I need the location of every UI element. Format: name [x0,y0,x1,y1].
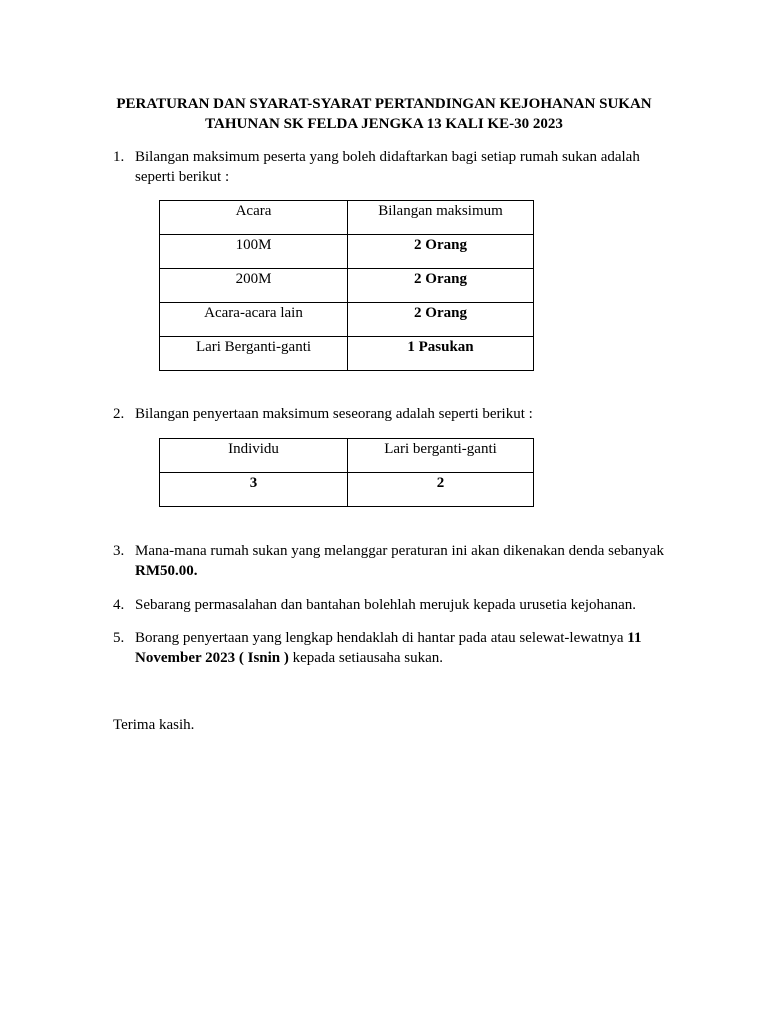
title-line-1: PERATURAN DAN SYARAT-SYARAT PERTANDINGAN KEJOHANAN SUKAN [116,96,652,112]
title-line-2: TAHUNAN SK FELDA JENGKA 13 KALI KE-30 2023 [205,116,563,132]
table-cell: 2 Orang [348,269,534,303]
rule-text [135,628,673,668]
table-cell: 200M [160,269,348,303]
rule-number: 4. [113,597,125,613]
table-row [160,269,534,303]
table-cell: 2 [348,473,534,507]
table-header-cell: Acara [160,201,348,235]
rule-item-1 [113,147,673,187]
rule-number: 3. [113,543,125,559]
rule-item-2 [113,404,673,424]
table-cell: Acara-acara lain [160,303,348,337]
rule-text: Sebarang permasalahan dan bantahan bolehlah merujuk kepada urusetia kejohanan. [135,597,637,613]
document-title [100,94,668,134]
rule-item-4 [113,595,673,615]
rule-number: 5. [113,630,125,646]
table-header-row [160,201,534,235]
table-header-cell: Individu [160,439,348,473]
table-header-cell: Bilangan maksimum [348,201,534,235]
table-row [160,337,534,371]
table-cell: 1 Pasukan [348,337,534,371]
deadline-date: 11 November 2023 ( Isnin ) [135,630,642,666]
rule-item-5 [113,628,673,668]
rule-text-plain: Mana-mana rumah sukan yang melanggar peraturan ini akan dikenakan denda sebanyak [135,543,664,559]
table-cell: 2 Orang [348,235,534,269]
table-row [160,235,534,269]
table-cell: 2 Orang [348,303,534,337]
rule-text-before: Borang penyertaan yang lengkap hendaklah di hantar pada atau selewat-lewatnya [135,630,628,646]
rule-text: Bilangan penyertaan maksimum seseorang adalah seperti berikut : [135,406,533,422]
rule-number: 1. [113,149,125,165]
table-header-cell: Lari berganti-ganti [348,439,534,473]
table-cell: Lari Berganti-ganti [160,337,348,371]
rule-text-after: kepada setiausaha sukan. [288,650,443,666]
max-participants-table [159,200,534,371]
rule-number: 2. [113,406,125,422]
closing-text: Terima kasih. [113,717,195,733]
table-row [160,303,534,337]
table-cell: 100M [160,235,348,269]
table-cell: 3 [160,473,348,507]
rule-text [135,541,673,581]
rule-text: Bilangan maksimum peserta yang boleh didaftarkan bagi setiap rumah sukan adalah seperti berikut : [135,149,640,185]
table-row [160,473,534,507]
rule-item-3 [113,541,673,581]
max-entries-table [159,438,534,507]
table-header-row [160,439,534,473]
fine-amount: RM50.00. [135,563,198,579]
